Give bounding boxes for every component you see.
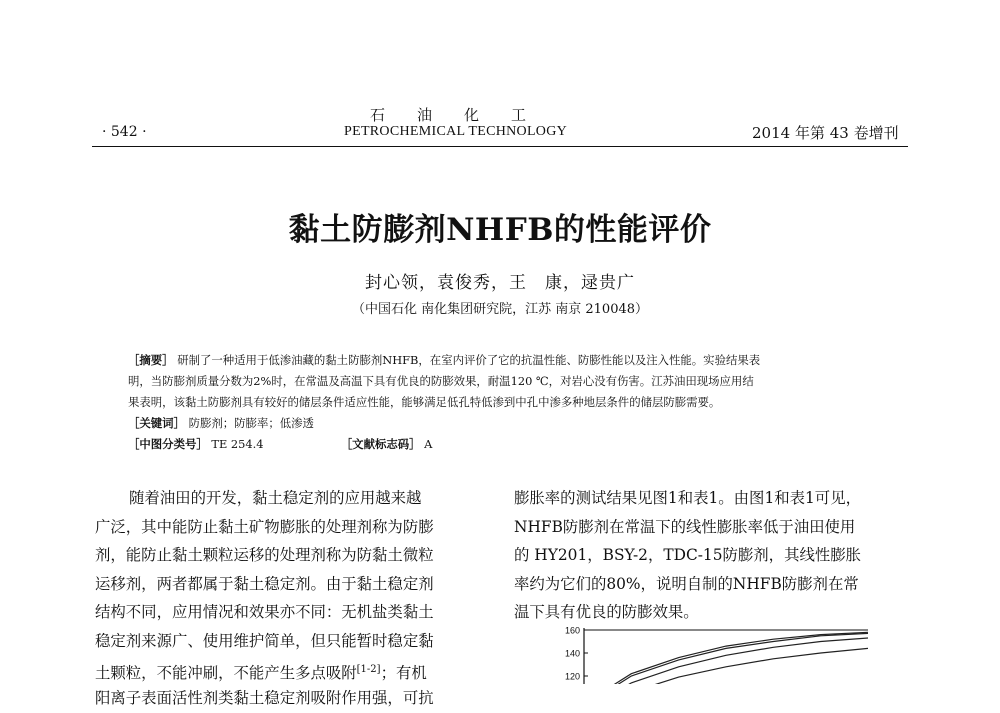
abstract-label: ［摘要］	[128, 353, 174, 367]
body-line: 随着油田的开发，黏土稳定剂的应用越来越	[129, 489, 422, 507]
abstract-block	[128, 350, 878, 455]
body-line: 剂，能防止黏土颗粒运移的处理剂称为防黏土微粒	[95, 546, 434, 565]
body-line: 温下具有优良的防膨效果。	[514, 603, 699, 622]
doc-code-label: ［文献标志码］	[340, 437, 421, 451]
abstract-text: 研制了一种适用于低渗油藏的黏土防膨剂NHFB，在室内评价了它的抗温性能、防膨性能以及注入性能。实验结果表	[177, 353, 761, 367]
body-line: 膨胀率的测试结果见图1和表1。由图1和表1可见，	[514, 489, 861, 507]
body-line: 结构不同，应用情况和效果亦不同：无机盐类黏土	[95, 603, 434, 622]
keywords-line	[128, 413, 878, 434]
abstract-line	[128, 350, 878, 371]
body-line	[95, 656, 495, 685]
page-number: · 542 ·	[102, 124, 147, 140]
abstract-line: 明，当防膨剂质量分数为2%时，在常温及高温下具有优良的防膨效果，耐温120 ℃，对岩心没有伤害。江苏油田现场应用结	[128, 374, 754, 388]
journal-name-en: PETROCHEMICAL TECHNOLOGY	[344, 124, 568, 139]
body-column-left	[95, 484, 495, 713]
citation: [1-2]	[356, 663, 381, 675]
class-value: TE 254.4	[211, 437, 264, 451]
journal-name-cn: 石油化工	[370, 106, 559, 124]
doc-code-value: A	[424, 437, 433, 451]
figure-1	[548, 622, 888, 688]
body-line: 稳定剂来源广、使用维护简单，但只能暂时稳定黏	[95, 631, 434, 650]
affiliation: （中国石化 南化集团研究院，江苏 南京 210048）	[351, 302, 649, 317]
body-line: 运移剂，两者都属于黏土稳定剂。由于黏土稳定剂	[95, 574, 434, 593]
keywords-label: ［关键词］	[128, 416, 185, 430]
body-line: 率约为它们的80%，说明自制的NHFB防膨剂在常	[514, 574, 859, 593]
body-text: ；有机	[380, 663, 427, 682]
body-line: 阳离子表面活性剂类黏土稳定剂吸附作用强，可抗	[95, 689, 434, 708]
class-label: ［中图分类号］	[128, 437, 208, 451]
keywords: 防膨剂；防膨率；低渗透	[188, 416, 314, 430]
body-line: 的 HY201，BSY-2，TDC-15防膨剂，其线性膨胀	[514, 546, 862, 565]
series-line-1	[584, 632, 868, 684]
y-tick-label: 140	[564, 648, 580, 659]
authors: 封心领，袁俊秀，王 康，逯贵广	[365, 273, 635, 293]
body-line: 广泛，其中能防止黏土矿物膨胀的处理剂称为防膨	[95, 517, 434, 536]
header-rule	[92, 146, 908, 147]
swelling-chart	[548, 622, 888, 684]
abstract-line: 果表明，该黏土防膨剂具有较好的储层条件适应性能，能够满足低孔特低渗到中孔中渗多种地层条件的储层防膨需要。	[128, 395, 721, 409]
body-text: 土颗粒，不能冲刷，不能产生多点吸附	[95, 663, 357, 682]
body-column-right	[514, 484, 904, 627]
issue-info: 2014 年第 43 卷增刊	[752, 124, 899, 142]
body-line: NHFB防膨剂在常温下的线性膨胀率低于油田使用	[514, 517, 856, 536]
y-tick-label: 160	[564, 625, 580, 636]
y-tick-label: 120	[564, 671, 580, 682]
paper-title: 黏土防膨剂NHFB的性能评价	[288, 212, 712, 248]
classification-line	[128, 434, 878, 455]
